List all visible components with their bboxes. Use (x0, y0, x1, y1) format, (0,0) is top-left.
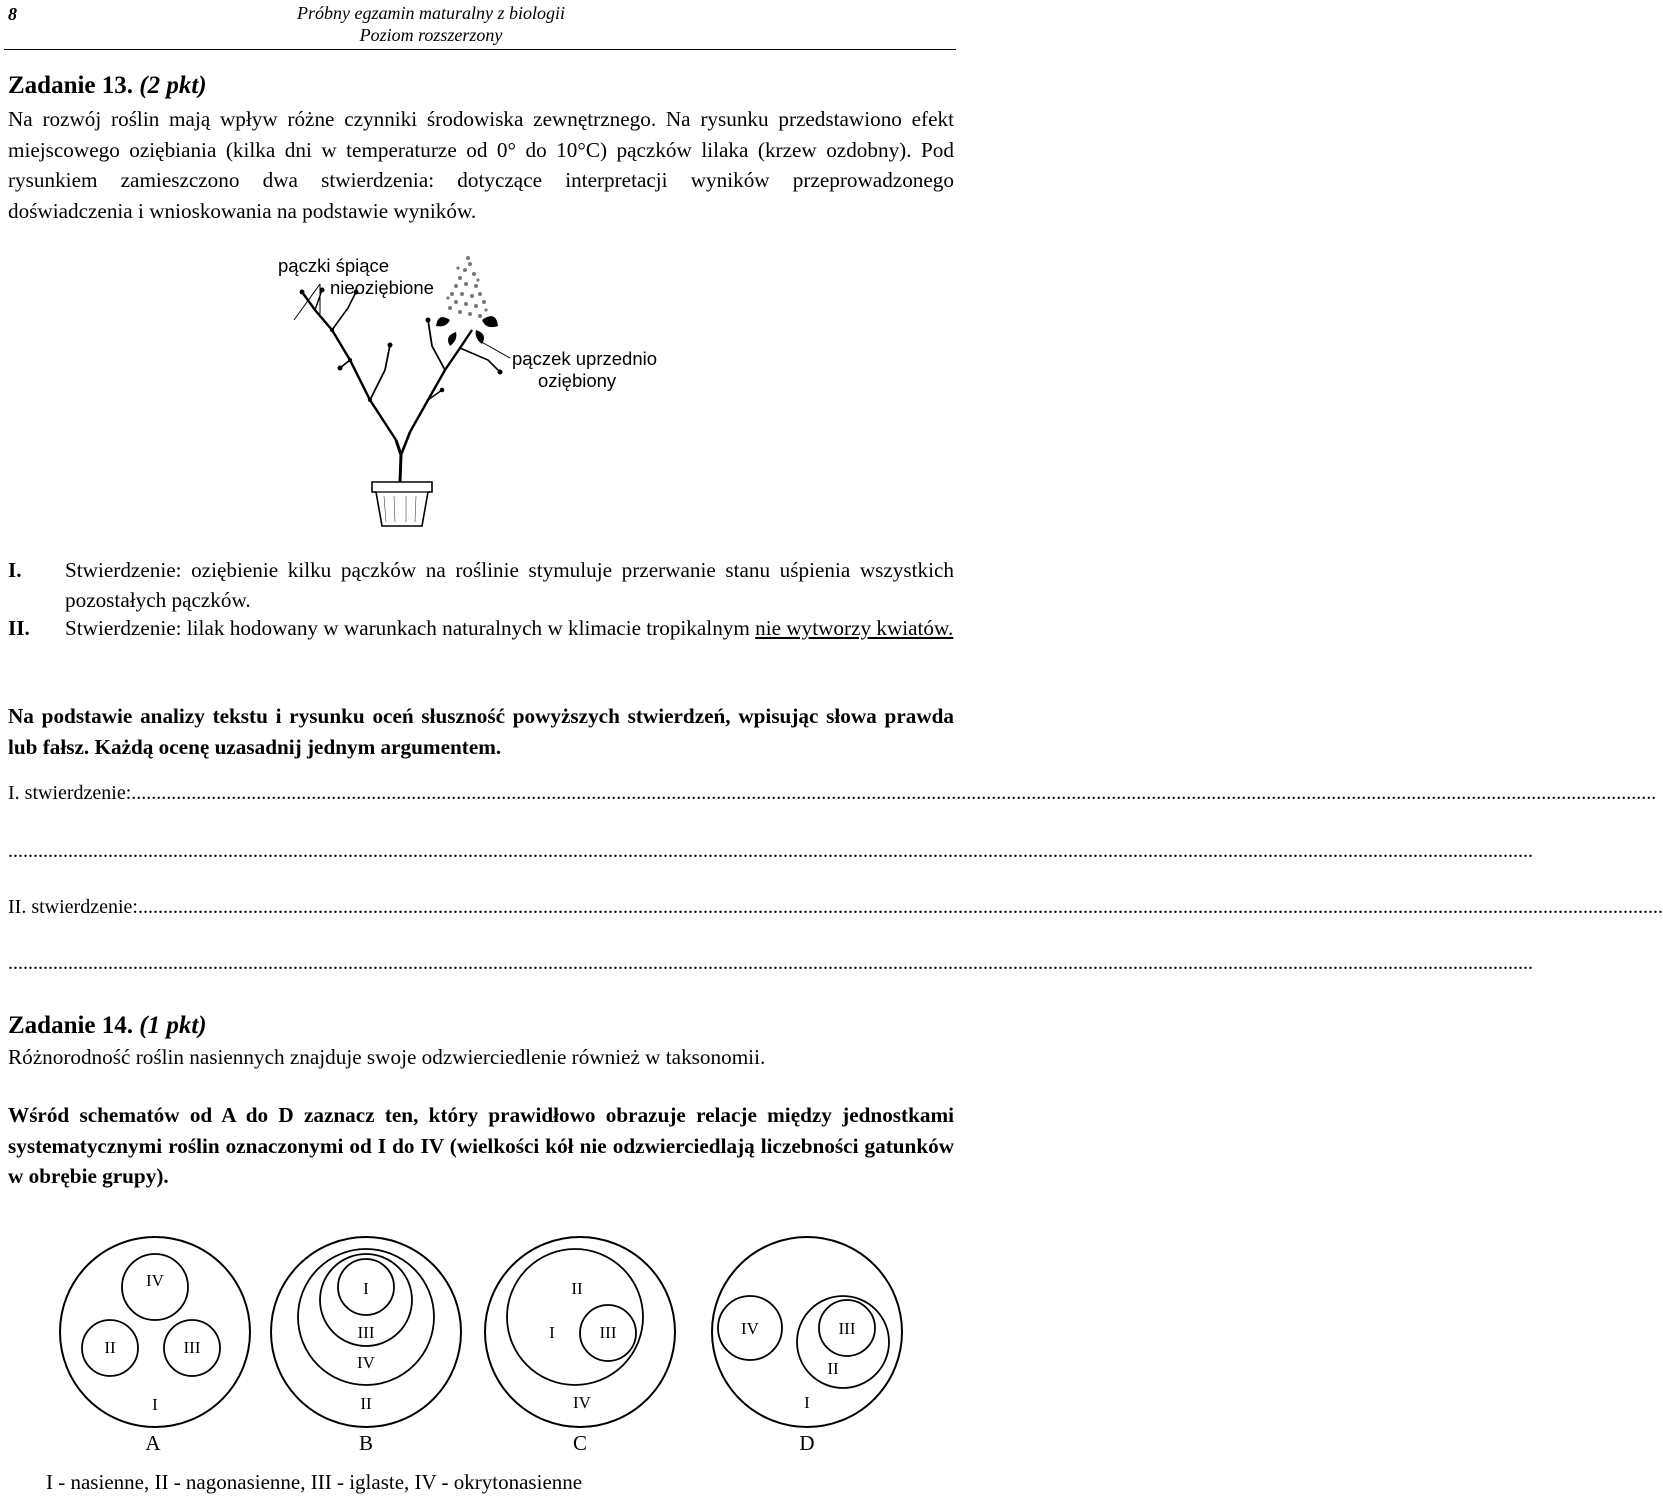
chilled-bud-label-line1: pączek uprzednio (512, 348, 658, 369)
diagram-b-inner-label: I (363, 1279, 369, 1298)
diagram-c-mid-sub-label: I (549, 1323, 555, 1342)
diagram-a-c3-label: III (183, 1338, 201, 1357)
diagram-b-ring2-label: IV (357, 1353, 375, 1372)
answer-2-dots: ................................................................................................................................................................................................................................................................................................................. (137, 896, 1663, 918)
answer-2-label: II. stwierdzenie: (8, 896, 138, 918)
diagram-d-letter: D (799, 1431, 815, 1455)
answer-line-2[interactable] (8, 896, 1663, 919)
task14-instruction: Wśród schematów od A do D zaznacz ten, który prawidłowo obrazuje relacje między jednostkami systematycznymi roślin oznaczonymi od I do IV (wielkości kół nie odzwierciedlają liczebności gatunków w obrębie grupy). (8, 1103, 954, 1188)
answer-line-1b[interactable] (8, 840, 1533, 863)
task14-points: (1 pkt) (139, 1012, 207, 1039)
diagram-a-letter: A (145, 1431, 161, 1455)
task14-number: Zadanie 14. (8, 1012, 134, 1039)
answer-1b-dots: ................................................................................................................................................................................................................................................................................................................. (8, 840, 1533, 862)
diagram-c-letter: C (572, 1431, 588, 1455)
task14-intro: Różnorodność roślin nasiennych znajduje swoje odzwierciedlenie również w taksonomii. (8, 1045, 766, 1069)
dormant-buds-label (278, 255, 434, 299)
task13-title (8, 72, 207, 100)
diagram-b-outer-label: II (360, 1394, 372, 1413)
diagram-d-c1-label: IV (741, 1319, 759, 1338)
diagram-c-inner-label: III (599, 1323, 617, 1342)
statement-2-text-a: Stwierdzenie: lilak hodowany w warunkach naturalnych w klimacie tropikalnym (65, 616, 750, 640)
diagram-d-outer-label: I (804, 1393, 810, 1412)
diagram-a-c2-label: II (104, 1338, 116, 1357)
diagram-a-outer-label: I (152, 1395, 158, 1414)
diagram-c-outer-label: IV (573, 1393, 591, 1412)
statement-2 (8, 614, 954, 644)
answer-1-dots: ................................................................................................................................................................................................................................................................................................................. (131, 782, 1657, 804)
task14-title (8, 1012, 207, 1040)
header-subtitle: Poziom rozszerzony (359, 25, 503, 45)
task13-instruction: Na podstawie analizy tekstu i rysunku oceń słuszność powyższych stwierdzeń, wpisując słowa prawda lub fałsz. Każdą ocenę uzasadnij jednym argumentem. (8, 704, 954, 759)
diagram-d-c2-label: III (838, 1319, 856, 1338)
taxonomy-diagrams (0, 1232, 960, 1455)
answer-2b-dots: ................................................................................................................................................................................................................................................................................................................. (8, 952, 1533, 974)
task13-points: (2 pkt) (139, 72, 207, 99)
statement-1-text: Stwierdzenie: oziębienie kilku pączków na roślinie stymuluje przerwanie stanu uśpienia wszystkich pozostałych pączków. (65, 558, 954, 612)
statement-1 (8, 556, 954, 615)
answer-line-2b[interactable] (8, 952, 1533, 975)
header-title: Próbny egzamin maturalny z biologii (297, 3, 565, 23)
statement-2-text (65, 614, 954, 644)
task13-number: Zadanie 13. (8, 72, 134, 99)
diagram-c-mid (507, 1249, 643, 1385)
diagram-c-mid-label: II (571, 1279, 583, 1298)
chilled-bud-label (512, 348, 657, 392)
dormant-buds-label-line2: nieoziębione (330, 277, 434, 298)
answer-1-label: I. stwierdzenie: (8, 782, 132, 804)
diagram-b[interactable] (271, 1237, 461, 1455)
header-divider (4, 49, 956, 50)
statement-1-number: I. (8, 558, 22, 582)
lilac-figure (260, 250, 700, 535)
diagram-a[interactable] (60, 1237, 250, 1455)
dormant-buds-label-line1: pączki śpiące (278, 255, 390, 276)
answer-line-1[interactable] (8, 782, 1657, 805)
diagram-legend: I - nasienne, II - nagonasienne, III - iglaste, IV - okrytonasienne (46, 1470, 583, 1494)
diagram-d-circle-2 (797, 1296, 889, 1388)
diagram-b-ring3-label: III (357, 1323, 375, 1342)
diagram-a-c1-label: IV (146, 1271, 164, 1290)
statement-2-text-b: nie wytworzy kwiatów. (755, 616, 954, 640)
diagram-d[interactable] (712, 1237, 902, 1455)
task13-intro: Na rozwój roślin mają wpływ różne czynniki środowiska zewnętrznego. Na rysunku przedstawiono efekt miejscowego oziębiania (kilka dni w temperaturze od 0° do 10°C) pączków lilaka (krzew ozdobny). Pod rysunkiem zamieszczono dwa stwierdzenia: dotyczące interpretacji wyników przeprowadzonego doświadczenia i wnioskowania na podstawie wyników. (8, 107, 954, 223)
chilled-bud-label-line2: oziębiony (538, 370, 617, 391)
running-header (297, 2, 565, 46)
diagram-d-c2-sub-label: II (827, 1359, 839, 1378)
statement-2-number: II. (8, 616, 30, 640)
page-number: 8 (8, 4, 17, 24)
diagram-c[interactable] (485, 1237, 675, 1455)
diagram-b-letter: B (358, 1431, 374, 1455)
